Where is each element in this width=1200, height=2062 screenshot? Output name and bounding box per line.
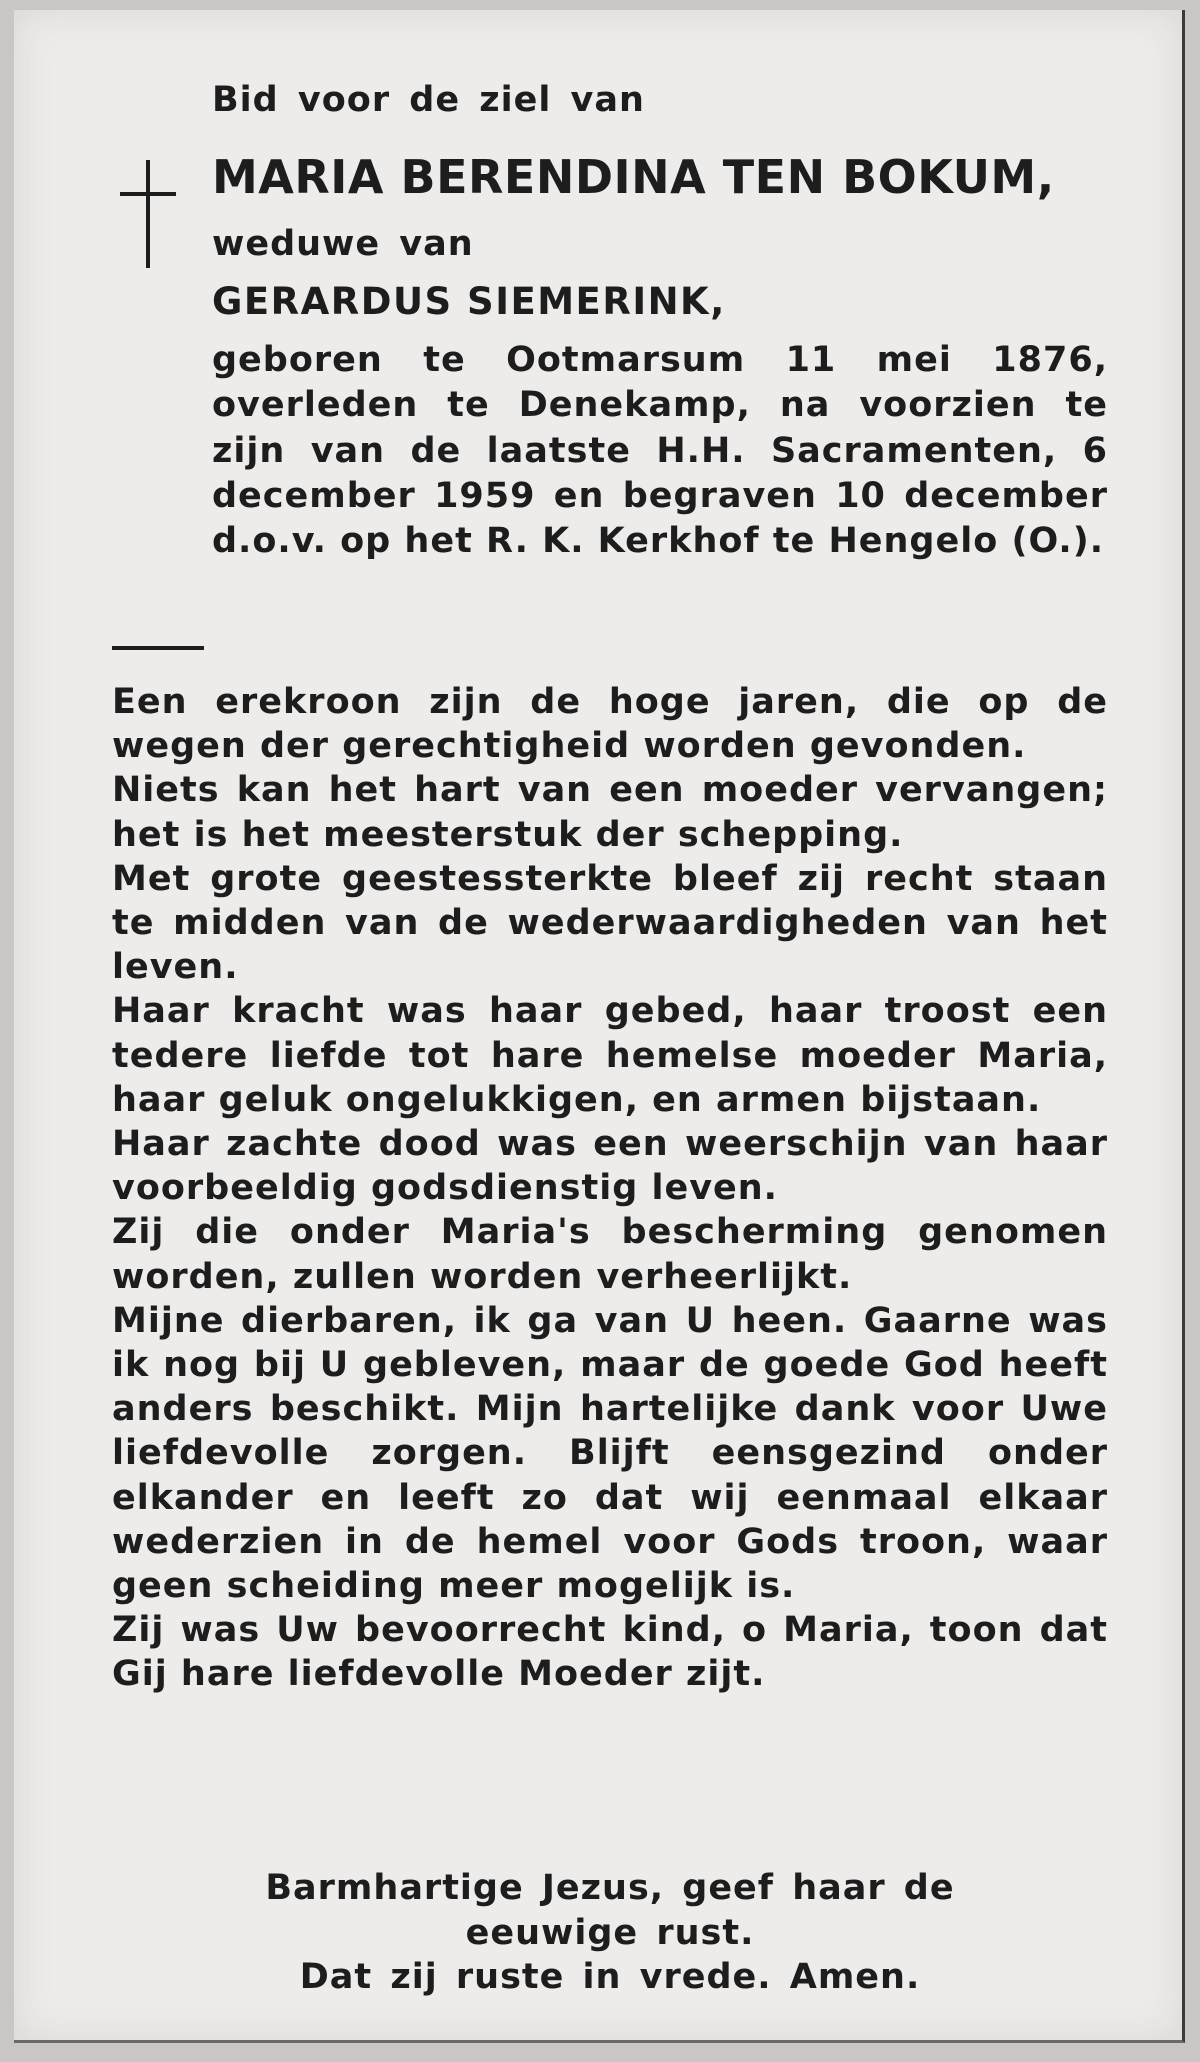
verse-paragraph: Zij was Uw bevoorrecht kind, o Maria, toon dat Gij hare liefdevolle Moeder zijt.: [112, 1610, 1108, 1695]
deceased-name: MARIA BERENDINA TEN BOKUM,: [212, 150, 1055, 204]
closing-line: eeuwige rust.: [465, 1912, 755, 1953]
widow-of-line: weduwe van: [212, 224, 474, 264]
verse-paragraph: Een erekroon zijn de hoge jaren, die op de wegen der gerechtigheid worden gevonden.: [112, 682, 1108, 767]
intro-line: Bid voor de ziel van: [212, 80, 645, 120]
memorial-card: [14, 10, 1185, 2043]
divider-rule: [112, 646, 204, 650]
verse-paragraph: Niets kan het hart van een moeder vervangen; het is het meesterstuk der schepping.: [112, 770, 1108, 855]
verse-paragraph: Haar zachte dood was een weerschijn van haar voorbeeldig godsdienstig leven.: [112, 1124, 1108, 1209]
closing-line: Dat zij ruste in vrede. Amen.: [299, 1957, 921, 1998]
husband-name: GERARDUS SIEMERINK,: [212, 280, 726, 323]
verses-block: [112, 680, 1108, 1697]
verse-paragraph: Haar kracht was haar gebed, haar troost een tedere liefde tot hare hemelse moeder Maria, haar geluk ongelukkigen, en armen bijstaan.: [112, 991, 1108, 1120]
verse-paragraph: Met grote geestessterkte bleef zij recht staan te midden van de wederwaardigheden van het leven.: [112, 858, 1108, 988]
biography-text: geboren te Ootmarsum 11 mei 1876, overleden te Denekamp, na voorzien te zijn van de laatste H.H. Sacramenten, 6 december 1959 en begraven 10 december d.o.v. op het R. K. Kerkhof te Hengelo (O.).: [212, 340, 1108, 562]
verse-paragraph: Mijne dierbaren, ik ga van U heen. Gaarne was ik nog bij U gebleven, maar de goede God heeft anders beschikt. Mijn hartelijke dank voor Uwe liefdevolle zorgen. Blijft eensgezind onder elkander en leeft zo dat wij eenmaal elkaar wederzien in de hemel voor Gods troon, waar geen scheiding meer mogelijk is.: [112, 1300, 1108, 1607]
verse-paragraph: Zij die onder Maria's bescherming genomen worden, zullen worden verheerlijkt.: [112, 1212, 1108, 1297]
cross-icon: [118, 160, 178, 270]
closing-line: Barmhartige Jezus, geef haar de: [265, 1868, 955, 1908]
closing-prayer: [112, 1866, 1108, 2000]
